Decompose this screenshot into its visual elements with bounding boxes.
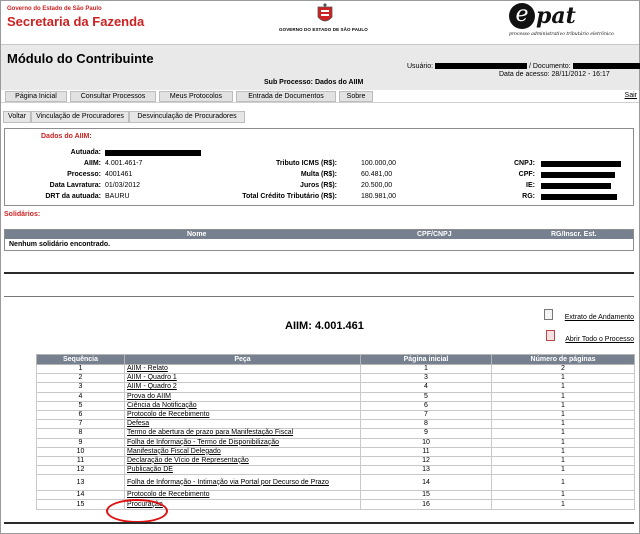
row-pagina-inicial: 14 [361, 475, 492, 491]
row-numero-paginas: 1 [492, 491, 635, 500]
juros-label: Juros (R$): [300, 182, 337, 189]
row-pagina-inicial: 5 [361, 392, 492, 401]
pecas-table-body [37, 365, 635, 510]
table-row [37, 475, 635, 491]
tab-sobre[interactable]: Sobre [339, 91, 373, 102]
row-peca-link[interactable]: Prova do AIIM [125, 392, 361, 401]
data-lavratura-value: 01/03/2012 [105, 182, 141, 189]
cnpj-label: CNPJ: [513, 160, 535, 167]
row-peca-link[interactable]: Protocolo de Recebimento [125, 491, 361, 500]
divider [4, 296, 634, 297]
row-sequencia: 1 [37, 365, 125, 374]
drt-label: DRT da autuada: [45, 193, 101, 200]
row-pagina-inicial: 11 [361, 447, 492, 456]
processo-value: 4001461 [105, 171, 133, 178]
user-info [407, 63, 640, 70]
row-numero-paginas: 1 [492, 374, 635, 383]
row-numero-paginas: 1 [492, 500, 635, 509]
drt-value: BAURU [105, 193, 130, 200]
row-sequencia: 8 [37, 429, 125, 438]
row-pagina-inicial: 4 [361, 383, 492, 392]
table-row [37, 456, 635, 465]
tab-consultar-processos[interactable]: Consultar Processos [70, 91, 156, 102]
state-seal-icon [316, 3, 334, 25]
table-row [37, 429, 635, 438]
row-peca-link[interactable]: Procuração [125, 500, 361, 509]
row-peca-link[interactable]: Folha de Informação - Termo de Disponibilização [125, 438, 361, 447]
solidarios-empty-message: Nenhum solidário encontrado. [9, 241, 111, 248]
back-button[interactable]: Voltar [3, 111, 31, 123]
col-sequencia: Sequência [37, 355, 125, 365]
divider [4, 272, 634, 274]
desvinculacao-procuradores-button[interactable]: Desvinculação de Procuradores [129, 111, 245, 123]
aiim-label: AIIM: [83, 160, 101, 167]
col-nome: Nome [187, 231, 207, 238]
row-sequencia: 9 [37, 438, 125, 447]
row-pagina-inicial: 16 [361, 500, 492, 509]
row-peca-link[interactable]: AIIM - Relato [125, 365, 361, 374]
gov-label: Governo do Estado de São Paulo [7, 6, 102, 12]
row-numero-paginas: 1 [492, 383, 635, 392]
col-pagina-inicial: Página inicial [361, 355, 492, 365]
main-tabs [1, 90, 639, 103]
table-row [37, 438, 635, 447]
document-icon [544, 309, 553, 320]
table-row [37, 410, 635, 419]
epat-logo-mark: e [509, 3, 535, 29]
row-numero-paginas: 2 [492, 365, 635, 374]
row-numero-paginas: 1 [492, 429, 635, 438]
row-pagina-inicial: 13 [361, 466, 492, 475]
solidarios-table [4, 229, 634, 251]
row-peca-link[interactable]: AIIM - Quadro 2 [125, 383, 361, 392]
module-title: Módulo do Contribuinte [7, 51, 154, 66]
table-row [37, 365, 635, 374]
autuada-redacted [105, 150, 201, 156]
access-date: Data de acesso: 28/11/2012 - 16:17 [499, 71, 610, 78]
row-numero-paginas: 1 [492, 392, 635, 401]
user-label: Usuário: [407, 63, 434, 70]
table-row [37, 420, 635, 429]
row-peca-link[interactable]: Defesa [125, 420, 361, 429]
site-header [1, 1, 639, 45]
row-peca-link[interactable]: Manifestação Fiscal Delegado [125, 447, 361, 456]
abrir-processo-link[interactable]: Abrir Todo o Processo [565, 336, 634, 343]
tab-pagina-inicial[interactable]: Página Inicial [5, 91, 67, 102]
row-numero-paginas: 1 [492, 466, 635, 475]
seal-caption: GOVERNO DO ESTADO DE SÃO PAULO [279, 27, 368, 32]
table-row [37, 447, 635, 456]
row-pagina-inicial: 15 [361, 491, 492, 500]
row-sequencia: 7 [37, 420, 125, 429]
row-sequencia: 6 [37, 410, 125, 419]
extrato-andamento-link[interactable]: Extrato de Andamento [564, 314, 634, 321]
row-peca-link[interactable]: Termo de abertura de prazo para Manifestação Fiscal [125, 429, 361, 438]
document-redacted [573, 63, 640, 69]
row-sequencia: 12 [37, 466, 125, 475]
table-row [37, 466, 635, 475]
subprocess-title: Sub Processo: Dados do AIIM [264, 79, 364, 86]
document-label: / Documento: [528, 63, 571, 70]
epat-logo-name: pat [536, 3, 576, 29]
col-rg-inscr: RG/Inscr. Est. [551, 231, 597, 238]
user-redacted [435, 63, 527, 69]
divider [4, 522, 634, 524]
row-numero-paginas: 1 [492, 475, 635, 491]
row-sequencia: 3 [37, 383, 125, 392]
row-sequencia: 13 [37, 475, 125, 491]
rg-redacted [541, 194, 617, 200]
row-pagina-inicial: 7 [361, 410, 492, 419]
processo-label: Processo: [67, 171, 101, 178]
row-pagina-inicial: 3 [361, 374, 492, 383]
row-numero-paginas: 1 [492, 447, 635, 456]
row-pagina-inicial: 6 [361, 401, 492, 410]
highlight-circle [106, 499, 168, 523]
table-row [37, 383, 635, 392]
pecas-table [36, 354, 635, 510]
multa-label: Multa (R$): [300, 171, 337, 178]
row-pagina-inicial: 10 [361, 438, 492, 447]
data-lavratura-label: Data Lavratura: [49, 182, 101, 189]
tab-entrada-documentos[interactable]: Entrada de Documentos [236, 91, 336, 102]
row-peca-link[interactable]: Declaração de Vício de Representação [125, 456, 361, 465]
pdf-icon [546, 330, 555, 341]
table-row [37, 392, 635, 401]
aiim-heading: AIIM: 4.001.461 [285, 320, 364, 332]
row-numero-paginas: 1 [492, 438, 635, 447]
row-numero-paginas: 1 [492, 401, 635, 410]
table-row [37, 374, 635, 383]
juros-value: 20.500,00 [361, 182, 393, 189]
exit-link[interactable]: Sair [624, 92, 637, 99]
row-sequencia: 15 [37, 500, 125, 509]
row-pagina-inicial: 1 [361, 365, 492, 374]
total-label: Total Crédito Tributário (R$): [242, 193, 337, 200]
row-sequencia: 14 [37, 491, 125, 500]
row-pagina-inicial: 9 [361, 429, 492, 438]
multa-value: 60.481,00 [361, 171, 393, 178]
row-peca-link[interactable]: AIIM - Quadro 1 [125, 374, 361, 383]
rg-label: RG: [522, 193, 535, 200]
tributo-label: Tributo ICMS (R$): [275, 160, 337, 167]
row-numero-paginas: 1 [492, 420, 635, 429]
cpf-label: CPF: [518, 171, 535, 178]
row-sequencia: 10 [37, 447, 125, 456]
row-sequencia: 4 [37, 392, 125, 401]
table-row [37, 491, 635, 500]
epat-logo [509, 3, 639, 43]
row-peca-link[interactable]: Ciência da Notificação [125, 401, 361, 410]
row-peca-link[interactable]: Protocolo de Recebimento [125, 410, 361, 419]
col-cpf-cnpj: CPF/CNPJ [417, 231, 452, 238]
module-band [1, 44, 639, 90]
solidarios-title: Solidários: [4, 211, 41, 218]
aiim-data-panel [4, 128, 634, 206]
aiim-data-title: Dados do AIIM: [41, 133, 92, 140]
row-sequencia: 2 [37, 374, 125, 383]
cnpj-redacted [541, 161, 621, 167]
row-peca-link[interactable]: Publicação DE [125, 466, 361, 475]
vinculacao-procuradores-button[interactable]: Vinculação de Procuradores [31, 111, 129, 123]
solidarios-header [5, 230, 633, 239]
tributo-value: 100.000,00 [361, 160, 397, 167]
col-peca: Peça [125, 355, 361, 365]
row-pagina-inicial: 12 [361, 456, 492, 465]
ie-redacted [541, 183, 611, 189]
row-pagina-inicial: 8 [361, 420, 492, 429]
col-numero-paginas: Número de páginas [492, 355, 635, 365]
epat-logo-tagline: processo administrativo tributário eletrônico [509, 32, 614, 37]
autuada-label: Autuada: [70, 149, 101, 156]
table-header-row [37, 355, 635, 365]
cpf-redacted [541, 172, 615, 178]
ie-label: IE: [526, 182, 535, 189]
org-name: Secretaria da Fazenda [7, 14, 145, 29]
table-row [37, 401, 635, 410]
total-value: 180.981,00 [361, 193, 397, 200]
row-numero-paginas: 1 [492, 410, 635, 419]
row-sequencia: 11 [37, 456, 125, 465]
row-peca-link[interactable]: Folha de Informação - Intimação via Portal por Decurso de Prazo [125, 475, 361, 491]
aiim-value: 4.001.461-7 [105, 160, 143, 167]
row-numero-paginas: 1 [492, 456, 635, 465]
row-sequencia: 5 [37, 401, 125, 410]
tab-meus-protocolos[interactable]: Meus Protocolos [159, 91, 233, 102]
